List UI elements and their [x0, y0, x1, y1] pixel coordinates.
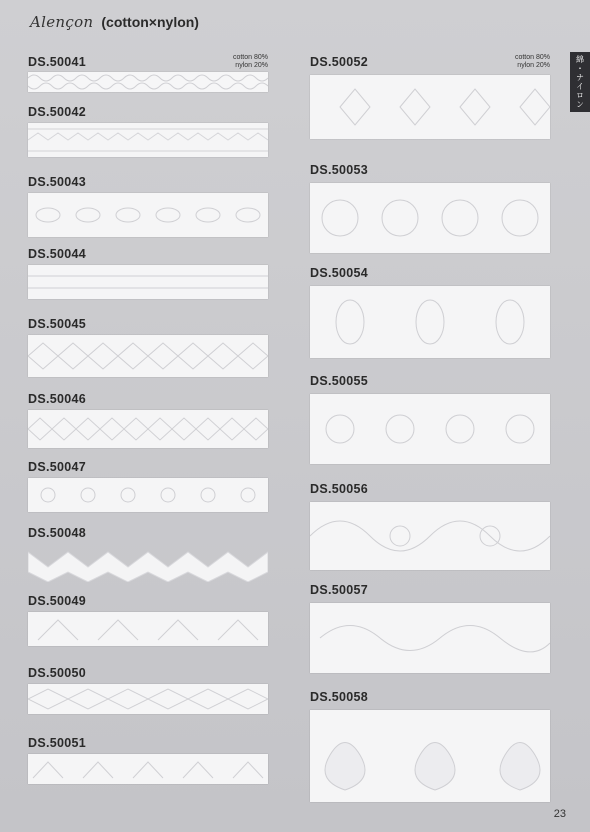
item-code: DS.50055 [310, 374, 368, 388]
item-code: DS.50053 [310, 163, 368, 177]
lace-swatch [28, 265, 268, 299]
lace-item-50049[interactable] [28, 594, 268, 650]
lace-item-50044[interactable] [28, 247, 268, 303]
item-code: DS.50046 [28, 392, 86, 406]
item-code: DS.50054 [310, 266, 368, 280]
item-code: DS.50044 [28, 247, 86, 261]
lace-item-50045[interactable] [28, 317, 268, 381]
page-header [30, 10, 199, 34]
lace-item-50054[interactable] [310, 266, 550, 364]
lace-item-50056[interactable] [310, 482, 550, 576]
composition-cotton: cotton 80% [514, 54, 550, 61]
lace-swatch [310, 502, 550, 570]
item-code: DS.50045 [28, 317, 86, 331]
lace-swatch [28, 754, 268, 784]
lace-swatch [28, 123, 268, 157]
composition-label [515, 54, 550, 70]
item-code: DS.50051 [28, 736, 86, 750]
lace-item-50055[interactable] [310, 374, 550, 470]
lace-item-50051[interactable] [28, 736, 268, 788]
brand-logo: Alençon [30, 13, 94, 31]
composition-cotton: cotton 80% [232, 54, 268, 61]
composition-nylon: nylon 20% [517, 62, 550, 69]
item-code: DS.50047 [28, 460, 86, 474]
item-code: DS.50043 [28, 175, 86, 189]
category-side-tab[interactable] [570, 52, 590, 112]
lace-item-50047[interactable] [28, 460, 268, 516]
lace-swatch [28, 335, 268, 377]
lace-item-50048[interactable] [28, 526, 268, 586]
item-code: DS.50049 [28, 594, 86, 608]
composition-nylon: nylon 20% [235, 62, 268, 69]
item-code: DS.50052 [310, 55, 368, 69]
lace-item-50053[interactable] [310, 163, 550, 258]
lace-item-50041[interactable] [28, 55, 268, 95]
item-code: DS.50057 [310, 583, 368, 597]
item-code: DS.50058 [310, 690, 368, 704]
lace-swatch [310, 603, 550, 673]
item-code: DS.50041 [28, 55, 86, 69]
item-code: DS.50050 [28, 666, 86, 680]
lace-swatch [310, 710, 550, 802]
lace-item-50057[interactable] [310, 583, 550, 677]
lace-swatch [310, 286, 550, 358]
lace-swatch [28, 410, 268, 448]
lace-swatch [28, 72, 268, 92]
lace-swatch [310, 183, 550, 253]
lace-swatch [28, 193, 268, 237]
lace-item-50043[interactable] [28, 175, 268, 241]
lace-swatch [28, 478, 268, 512]
lace-swatch [310, 75, 550, 139]
composition-label [233, 54, 268, 70]
item-code: DS.50056 [310, 482, 368, 496]
lace-item-50050[interactable] [28, 666, 268, 718]
lace-item-50046[interactable] [28, 392, 268, 452]
lace-swatch [28, 684, 268, 714]
category-side-tab-label: 綿・ナイロン [575, 55, 585, 109]
lace-swatch [310, 394, 550, 464]
item-code: DS.50042 [28, 105, 86, 119]
item-code: DS.50048 [28, 526, 86, 540]
lace-swatch [28, 612, 268, 646]
page-number: 23 [553, 808, 566, 820]
lace-item-50058[interactable] [310, 690, 550, 810]
lace-item-50042[interactable] [28, 105, 268, 161]
lace-item-50052[interactable] [310, 55, 550, 145]
material-title: (cotton×nylon) [101, 14, 199, 30]
lace-swatch [28, 542, 268, 582]
